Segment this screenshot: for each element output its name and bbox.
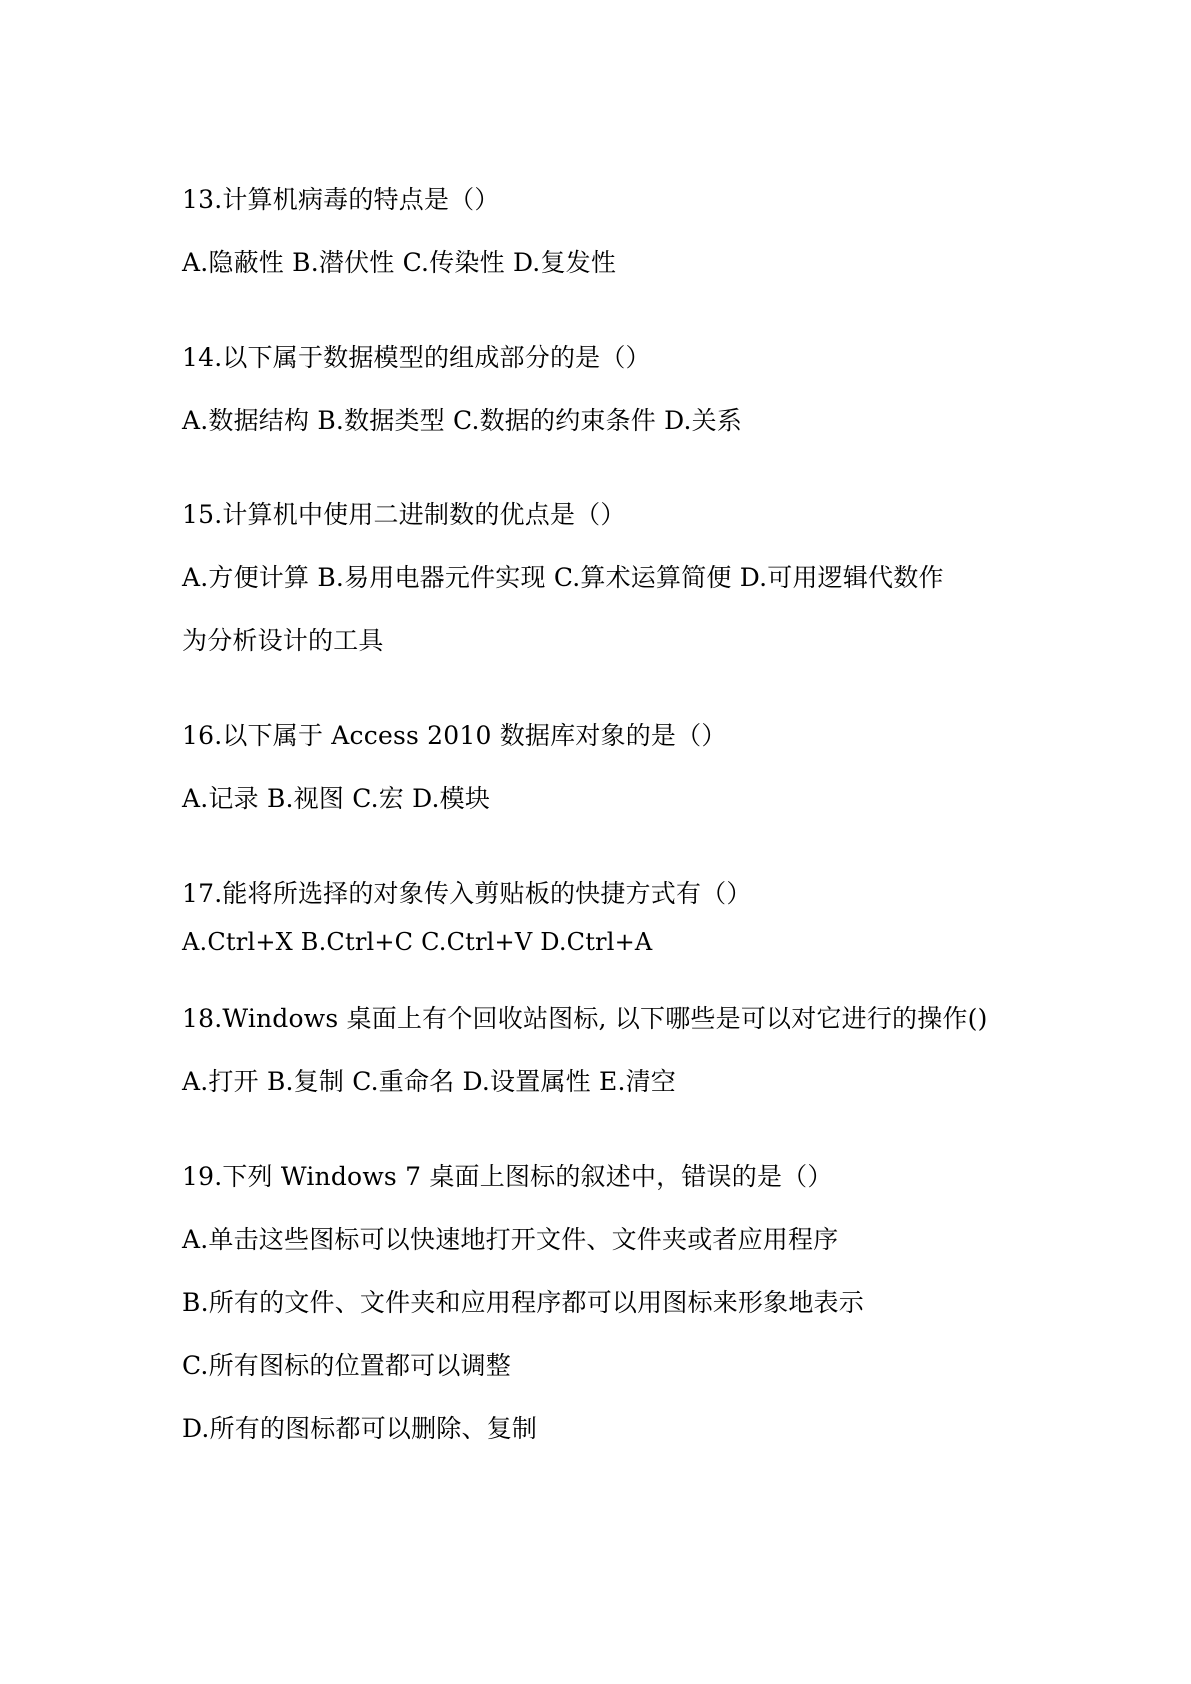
question-15-options-line-1: A.方便计算 B.易用电器元件实现 C.算术运算简便 D.可用逻辑代数作 — [182, 563, 944, 592]
question-18-text: 18.Windows 桌面上有个回收站图标, 以下哪些是可以对它进行的操作() — [182, 1004, 988, 1033]
question-16-text: 16.以下属于 Access 2010 数据库对象的是（） — [182, 721, 727, 750]
question-15-options-line-2: 为分析设计的工具 — [182, 626, 384, 655]
question-19-text: 19.下列 Windows 7 桌面上图标的叙述中，错误的是（） — [182, 1162, 833, 1191]
question-17-options: A.Ctrl+X B.Ctrl+C C.Ctrl+V D.Ctrl+A — [182, 928, 653, 956]
question-13-options: A.隐蔽性 B.潜伏性 C.传染性 D.复发性 — [182, 248, 617, 277]
question-19-option-c: C.所有图标的位置都可以调整 — [182, 1351, 511, 1380]
question-14-text: 14.以下属于数据模型的组成部分的是（） — [182, 343, 651, 372]
question-19-option-b: B.所有的文件、文件夹和应用程序都可以用图标来形象地表示 — [182, 1288, 864, 1317]
question-18-options: A.打开 B.复制 C.重命名 D.设置属性 E.清空 — [182, 1067, 676, 1096]
question-17-text: 17.能将所选择的对象传入剪贴板的快捷方式有（） — [182, 879, 752, 908]
question-19-option-d: D.所有的图标都可以删除、复制 — [182, 1414, 538, 1443]
question-14-options: A.数据结构 B.数据类型 C.数据的约束条件 D.关系 — [182, 406, 743, 435]
question-15-text: 15.计算机中使用二进制数的优点是（） — [182, 500, 626, 529]
question-13-text: 13.计算机病毒的特点是（） — [182, 185, 500, 214]
question-19-option-a: A.单击这些图标可以快速地打开文件、文件夹或者应用程序 — [182, 1225, 839, 1254]
question-16-options: A.记录 B.视图 C.宏 D.模块 — [182, 784, 491, 813]
